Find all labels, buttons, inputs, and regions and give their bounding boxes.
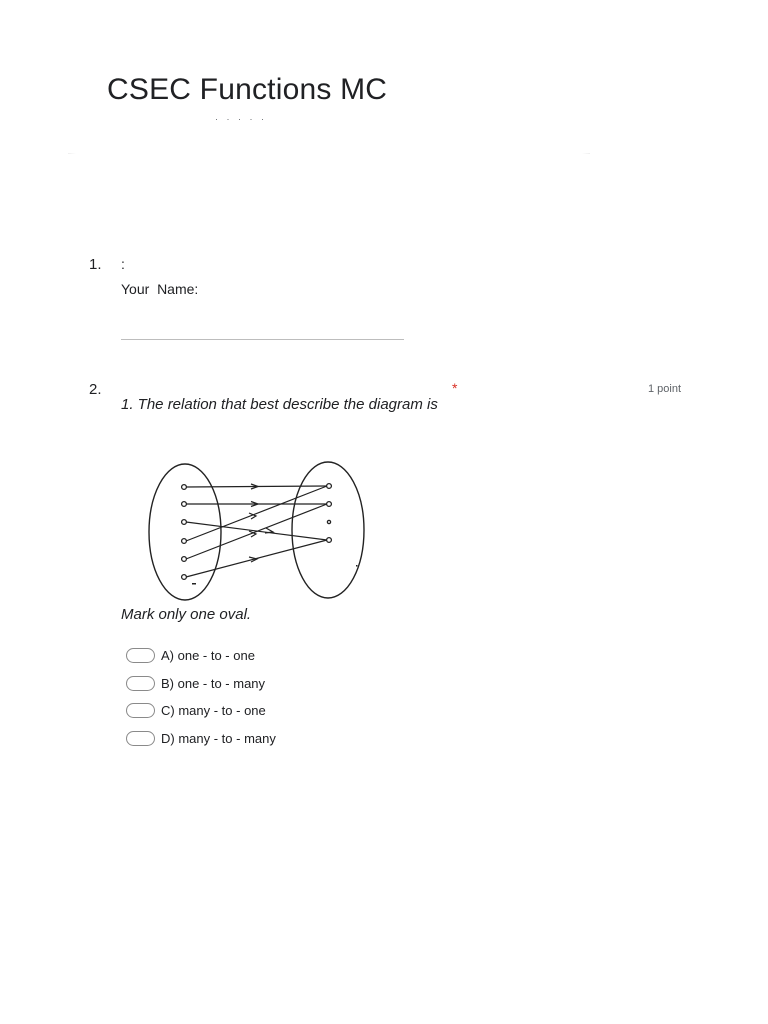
header-divider <box>68 153 590 154</box>
question-2-text: 1. The relation that best describe the diagram is <box>121 396 438 413</box>
option-a[interactable] <box>126 642 276 670</box>
option-list <box>126 642 276 752</box>
option-c[interactable] <box>126 697 276 725</box>
domain-points <box>182 485 187 580</box>
radio-oval[interactable] <box>126 731 155 746</box>
question-2-number: 2. <box>89 381 102 398</box>
radio-oval[interactable] <box>126 648 155 663</box>
required-marker: * <box>452 380 458 396</box>
name-answer-field[interactable] <box>121 339 404 340</box>
stray-marks <box>192 565 358 585</box>
option-d[interactable] <box>126 725 276 753</box>
form-title: CSEC Functions MC <box>107 73 388 106</box>
mapping-arrows <box>186 484 327 577</box>
question-1-number: 1. <box>89 256 102 273</box>
option-label: B) one - to - many <box>161 675 266 691</box>
form-title-overflow: · · · · · <box>215 114 267 124</box>
option-b[interactable] <box>126 670 276 698</box>
question-2-instruction: Mark only one oval. <box>121 606 252 623</box>
option-label: C) many - to - one <box>161 703 266 719</box>
mapping-diagram <box>141 458 381 606</box>
radio-oval[interactable] <box>126 703 155 718</box>
option-label: D) many - to - many <box>161 730 276 746</box>
range-oval <box>292 462 364 598</box>
question-1-text: Your Name: <box>121 281 199 297</box>
radio-oval[interactable] <box>126 676 155 691</box>
question-1-title: : <box>121 256 125 272</box>
range-points <box>327 484 332 543</box>
option-label: A) one - to - one <box>161 648 255 664</box>
question-2-points: 1 point <box>648 383 682 395</box>
